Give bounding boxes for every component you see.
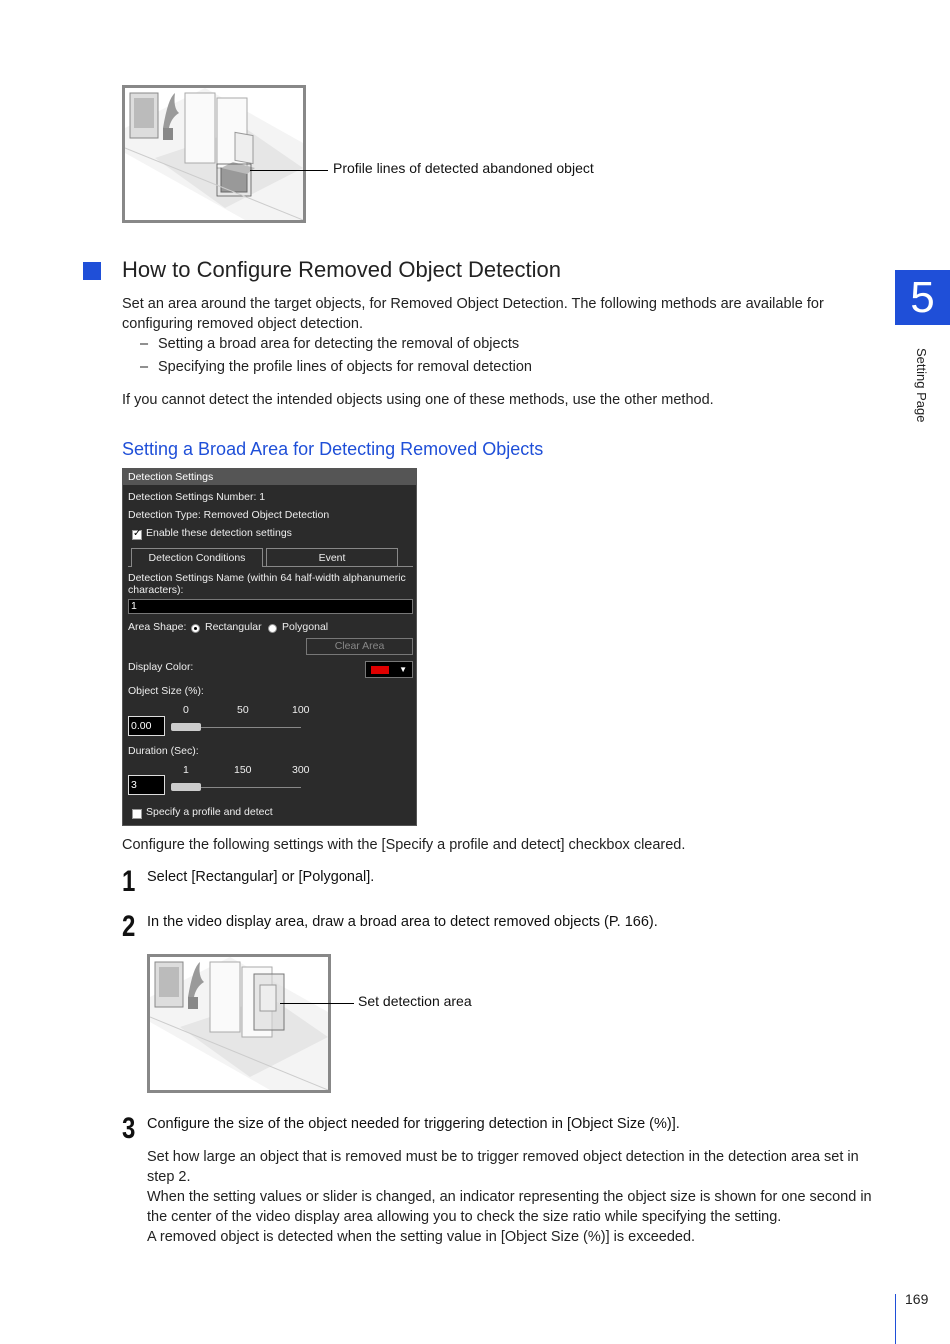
display-color-select[interactable]: [365, 661, 413, 678]
step-text: Configure the size of the object needed for triggering detection in [Object Size (%)].: [147, 1116, 680, 1132]
step-text: In the video display area, draw a broad area to detect removed objects (P. 166).: [147, 914, 658, 930]
duration-tick: 300: [292, 764, 310, 776]
object-size-tick: 50: [237, 704, 249, 716]
chapter-label: Setting Page: [914, 348, 929, 423]
detection-name-input[interactable]: 1: [128, 599, 413, 614]
page-number-rule: [895, 1294, 896, 1344]
polygonal-radio[interactable]: [268, 624, 277, 633]
area-shape-label: Area Shape:: [128, 621, 187, 633]
step-number: 2: [122, 910, 136, 943]
section-title: How to Configure Removed Object Detection: [122, 257, 561, 282]
object-size-tick: 100: [292, 704, 310, 716]
detection-settings-panel: [122, 468, 417, 826]
color-swatch: [371, 666, 389, 674]
step3-body: [147, 1147, 872, 1247]
display-color-label: Display Color:: [128, 661, 194, 673]
bullet-item: Specifying the profile lines of objects for removal detection: [158, 359, 532, 375]
detection-area-illustration: [147, 954, 331, 1093]
step-text: Select [Rectangular] or [Polygonal].: [147, 869, 375, 885]
profile-checkbox[interactable]: [132, 809, 142, 819]
step-number: 3: [122, 1112, 136, 1145]
section-note: If you cannot detect the intended objects using one of these methods, use the other method.: [122, 392, 714, 408]
panel-header: Detection Settings: [123, 469, 416, 485]
name-label: Detection Settings Name (within 64 half-width alphanumeric: [128, 572, 406, 584]
object-size-tick: 0: [183, 704, 189, 716]
polygonal-label: Polygonal: [282, 621, 329, 633]
duration-tick: 1: [183, 764, 189, 776]
enable-label: Enable these detection settings: [146, 527, 292, 539]
section-marker: [83, 262, 101, 280]
page-number: 169: [905, 1291, 929, 1307]
detection-type-label: Detection Type: Removed Object Detection: [128, 509, 330, 521]
chevron-down-icon: ▼: [399, 665, 407, 674]
callout-line: [250, 170, 328, 171]
object-size-input[interactable]: 0.00: [128, 716, 165, 736]
abandoned-object-illustration: [122, 85, 306, 223]
subsection-title: Setting a Broad Area for Detecting Removed Objects: [122, 439, 544, 459]
detection-number-label: Detection Settings Number: 1: [128, 491, 266, 503]
bullet-dash: –: [140, 336, 149, 352]
chapter-tab: 5: [895, 270, 950, 325]
bullet-dash: –: [140, 359, 149, 375]
duration-input[interactable]: 3: [128, 775, 165, 795]
step-number: 1: [122, 865, 136, 898]
bullet-item: Setting a broad area for detecting the removal of objects: [158, 336, 520, 352]
after-panel-text: Configure the following settings with the [Specify a profile and detect] checkbox cleared.: [122, 837, 686, 853]
object-size-slider-thumb[interactable]: [171, 723, 201, 731]
duration-label: Duration (Sec):: [128, 745, 199, 757]
duration-slider-thumb[interactable]: [171, 783, 201, 791]
section-intro: Set an area around the target objects, for Removed Object Detection. The following methods are available for configuring removed object detection.: [122, 296, 824, 332]
name-label-cont: characters):: [128, 584, 184, 596]
rectangular-radio[interactable]: [191, 624, 200, 633]
tab-event[interactable]: Event: [266, 548, 398, 567]
clear-area-button[interactable]: Clear Area: [306, 638, 413, 655]
duration-tick: 150: [234, 764, 252, 776]
figure1-callout: Profile lines of detected abandoned object: [333, 160, 594, 176]
tab-detection-conditions[interactable]: Detection Conditions: [131, 548, 263, 567]
object-size-label: Object Size (%):: [128, 685, 204, 697]
step3-paragraph: A removed object is detected when the setting value in [Object Size (%)] is exceeded.: [147, 1229, 696, 1245]
callout-line: [280, 1003, 354, 1004]
step3-paragraph: When the setting values or slider is changed, an indicator representing the object size is shown for one second in the center of the video display area allowing you to check the size ratio while specifying the setting.: [147, 1189, 872, 1225]
profile-label: Specify a profile and detect: [146, 806, 273, 818]
figure2-callout: Set detection area: [358, 993, 472, 1009]
rectangular-label: Rectangular: [205, 621, 262, 633]
enable-checkbox[interactable]: [132, 530, 142, 540]
step3-paragraph: Set how large an object that is removed must be to trigger removed object detection in the detection area set in step 2.: [147, 1149, 859, 1185]
